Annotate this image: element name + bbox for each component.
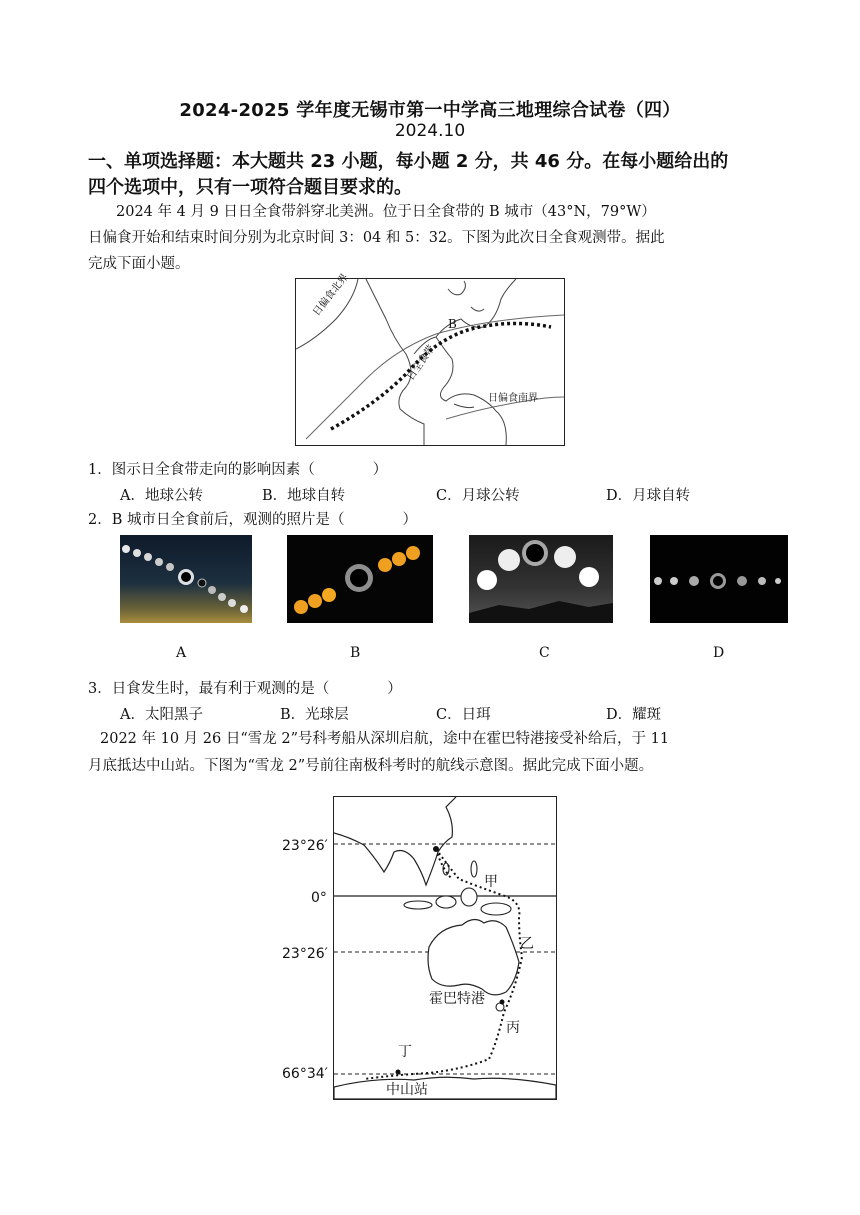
exam-title: 2024-2025 学年度无锡市第一中学高三地理综合试卷（四） bbox=[179, 100, 681, 121]
lat-label-antarctic-circle: 66°34′ bbox=[282, 1066, 328, 1082]
passage1-line2: 日偏食开始和结束时间分别为北京时间 3：04 和 5：32。下图为此次日全食观测带。据此 bbox=[88, 230, 665, 246]
north-boundary-label: 日偏食北界 bbox=[311, 272, 351, 319]
q1-option-c: C．月球公转 bbox=[436, 488, 520, 504]
q3-option-a: A．太阳黑子 bbox=[120, 707, 203, 723]
photo-label-b: B bbox=[350, 645, 361, 661]
photo-d-phases bbox=[650, 535, 788, 623]
eclipse-path-map bbox=[295, 272, 565, 446]
south-boundary-label: 日偏食南界 bbox=[488, 393, 538, 404]
eclipse-photo-d bbox=[650, 535, 788, 623]
lat-label-tropic-south: 23°26′ bbox=[282, 946, 328, 962]
place-jia: 甲 bbox=[484, 874, 498, 890]
q3-option-d: D．耀斑 bbox=[606, 707, 662, 723]
eclipse-photo-a bbox=[120, 535, 252, 623]
passage2-line1: 2022 年 10 月 26 日“雪龙 2”号科考船从深圳启航，途中在霍巴特港接受补给后，于 11 bbox=[100, 731, 670, 747]
place-bing: 丙 bbox=[506, 1020, 520, 1036]
passage1-line1: 2024 年 4 月 9 日日全食带斜穿北美洲。位于日全食带的 B 城市（43°N，79°W） bbox=[116, 204, 656, 220]
q1-option-d: D．月球自转 bbox=[606, 488, 691, 504]
section-heading-line2: 四个选项中，只有一项符合题目要求的。 bbox=[88, 177, 412, 198]
q2-stem: 2．B 城市日全食前后，观测的照片是（ ） bbox=[88, 512, 417, 528]
passage2-line2: 月底抵达中山站。下图为“雪龙 2”号前往南极科考时的航线示意图。据此完成下面小题。 bbox=[88, 758, 654, 774]
photo-label-c: C bbox=[539, 645, 550, 661]
q1-option-a: A．地球公转 bbox=[120, 488, 203, 504]
q1-option-b: B．地球自转 bbox=[262, 488, 346, 504]
passage1-line3: 完成下面小题。 bbox=[88, 256, 190, 272]
place-hobart: 霍巴特港 bbox=[429, 991, 485, 1007]
photo-label-d: D bbox=[713, 645, 725, 661]
eclipse-map-drawing bbox=[296, 279, 564, 445]
photo-c-phases bbox=[469, 535, 613, 623]
lat-label-equator: 0° bbox=[311, 890, 327, 906]
route-map bbox=[333, 796, 557, 1100]
eclipse-photo-c bbox=[469, 535, 613, 623]
q3-stem: 3．日食发生时，最有利于观测的是（ ） bbox=[88, 681, 402, 697]
place-ding: 丁 bbox=[398, 1044, 412, 1060]
q1-stem: 1．图示日全食带走向的影响因素（ ） bbox=[88, 462, 388, 478]
eclipse-photo-b bbox=[287, 535, 433, 623]
photo-label-a: A bbox=[176, 645, 187, 661]
totality-band-label: 日全食带 bbox=[405, 343, 438, 383]
place-zhongshan: 中山站 bbox=[386, 1082, 428, 1098]
photo-b-phases bbox=[287, 535, 433, 623]
exam-date: 2024.10 bbox=[394, 121, 466, 141]
section-heading-line1: 一、单项选择题：本大题共 23 小题，每小题 2 分，共 46 分。在每小题给出的 bbox=[88, 151, 729, 172]
lat-label-tropic-north: 23°26′ bbox=[282, 838, 328, 854]
q3-option-b: B．光球层 bbox=[280, 707, 349, 723]
photo-a-phases bbox=[120, 535, 252, 623]
city-b-label: B bbox=[448, 317, 457, 331]
q3-option-c: C．日珥 bbox=[436, 707, 491, 723]
place-yi: 乙 bbox=[520, 936, 534, 952]
